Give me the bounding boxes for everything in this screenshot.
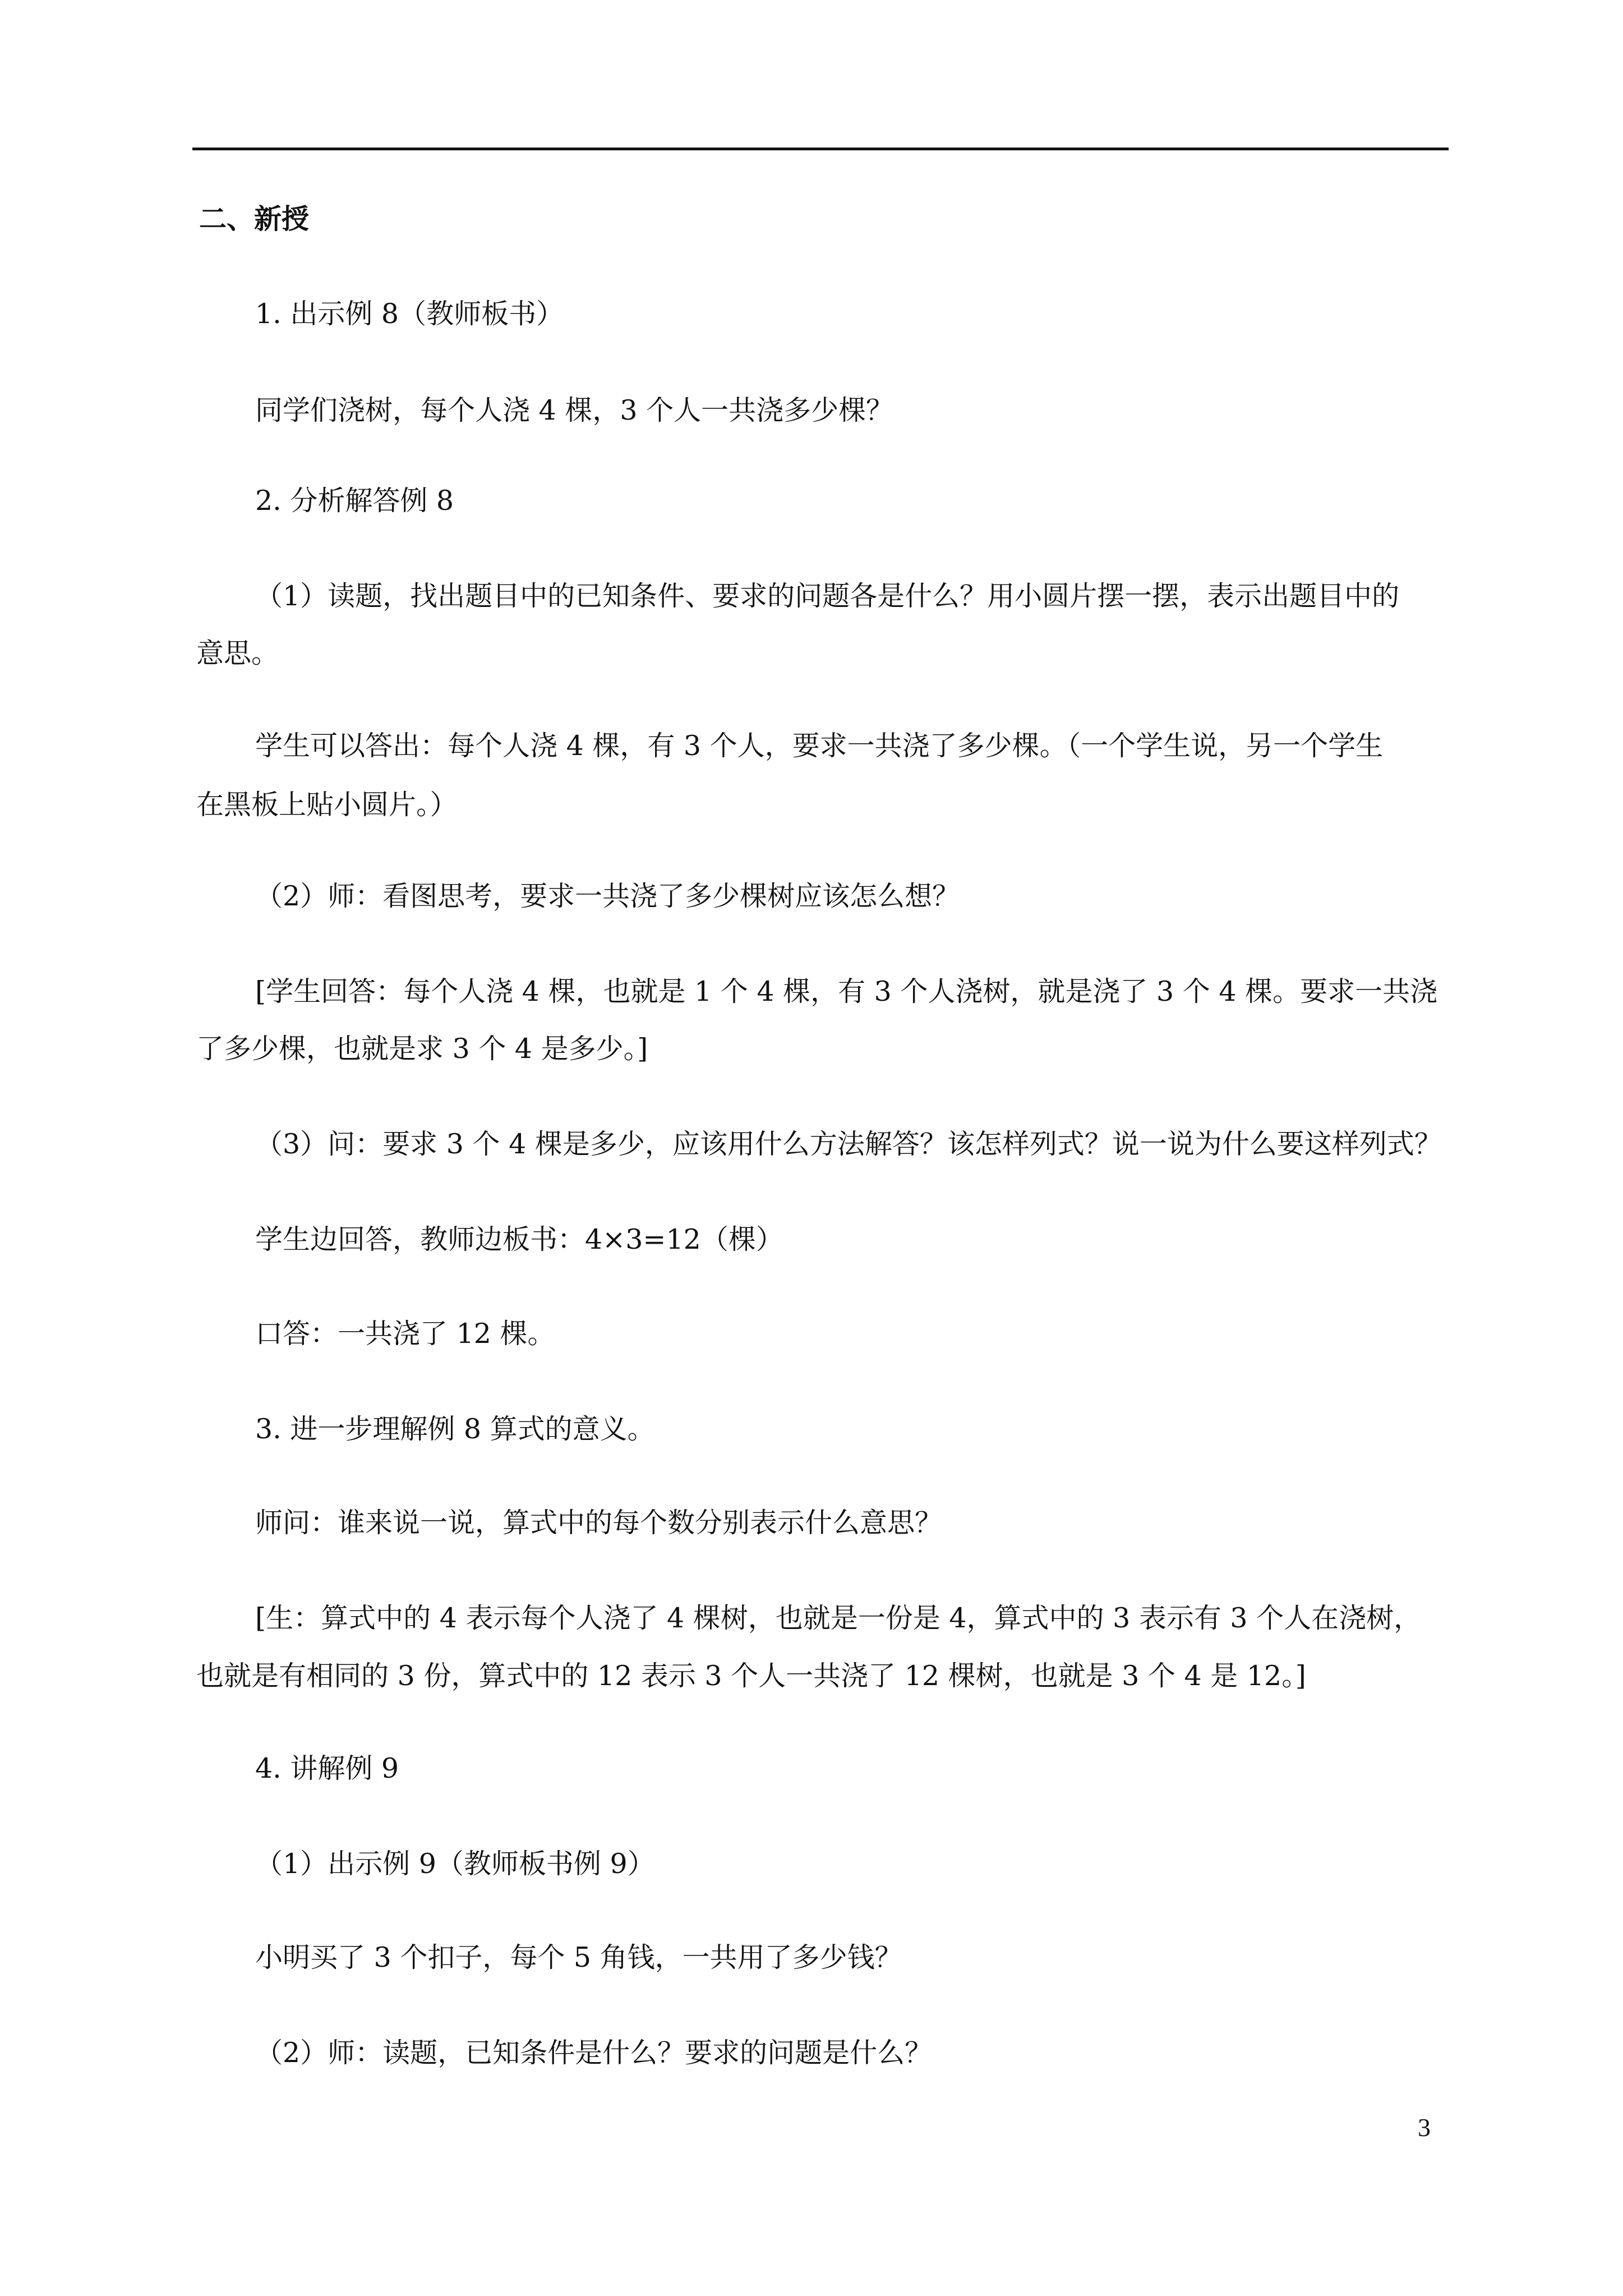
paragraph-line: 口答：一共浇了 12 棵。 (255, 1318, 555, 1350)
paragraph-line: 1. 出示例 8（教师板书） (255, 298, 564, 330)
paragraph-line: 小明买了 3 个扣子，每个 5 角钱，一共用了多少钱？ (255, 1941, 902, 1973)
paragraph-line: [生：算式中的 4 表示每个人浇了 4 棵树，也就是一份是 4，算式中的 3 表示有 3 个人在浇树， (255, 1602, 1422, 1634)
paragraph-line: （1）出示例 9（教师板书例 9） (255, 1848, 655, 1880)
paragraph-line: 师问：谁来说一说，算式中的每个数分别表示什么意思？ (255, 1507, 943, 1539)
paragraph-line: 也就是有相同的 3 份，算式中的 12 表示 3 个人一共浇了 12 棵树，也就是 3 个 4 是 12。] (196, 1660, 1306, 1692)
paragraph-line: （1）读题，找出题目中的已知条件、要求的问题各是什么？用小圆片摆一摆，表示出题目中的 (255, 580, 1400, 612)
paragraph-line: 3. 进一步理解例 8 算式的意义。 (255, 1413, 655, 1445)
paragraph-line: （2）师：读题，已知条件是什么？要求的问题是什么？ (255, 2037, 933, 2069)
paragraph-line: 了多少棵，也就是求 3 个 4 是多少。] (196, 1033, 648, 1065)
paragraph-line: 在黑板上贴小圆片。） (196, 789, 458, 821)
page-number: 3 (1418, 2113, 1431, 2142)
paragraph-line: 同学们浇树，每个人浇 4 棵，3 个人一共浇多少棵？ (255, 394, 894, 426)
paragraph-line: 学生边回答，教师边板书：4×3=12（棵） (255, 1223, 783, 1255)
section-heading: 二、新授 (199, 203, 310, 235)
paragraph-line: 意思。 (196, 637, 279, 669)
paragraph-line: 2. 分析解答例 8 (255, 485, 454, 517)
paragraph-line: （3）问：要求 3 个 4 棵是多少，应该用什么方法解答？该怎样列式？说一说为什么要这样列式？ (255, 1128, 1442, 1160)
paragraph-line: 学生可以答出：每个人浇 4 棵，有 3 个人，要求一共浇了多少棵。（一个学生说，另一个学生 (255, 730, 1384, 762)
paragraph-line: 4. 讲解例 9 (255, 1752, 399, 1784)
paragraph-line: [学生回答：每个人浇 4 棵，也就是 1 个 4 棵，有 3 个人浇树，就是浇了 3 个 4 棵。要求一共浇 (255, 976, 1438, 1007)
header-rule (192, 148, 1449, 150)
paragraph-line: （2）师：看图思考，要求一共浇了多少棵树应该怎么想？ (255, 880, 960, 912)
